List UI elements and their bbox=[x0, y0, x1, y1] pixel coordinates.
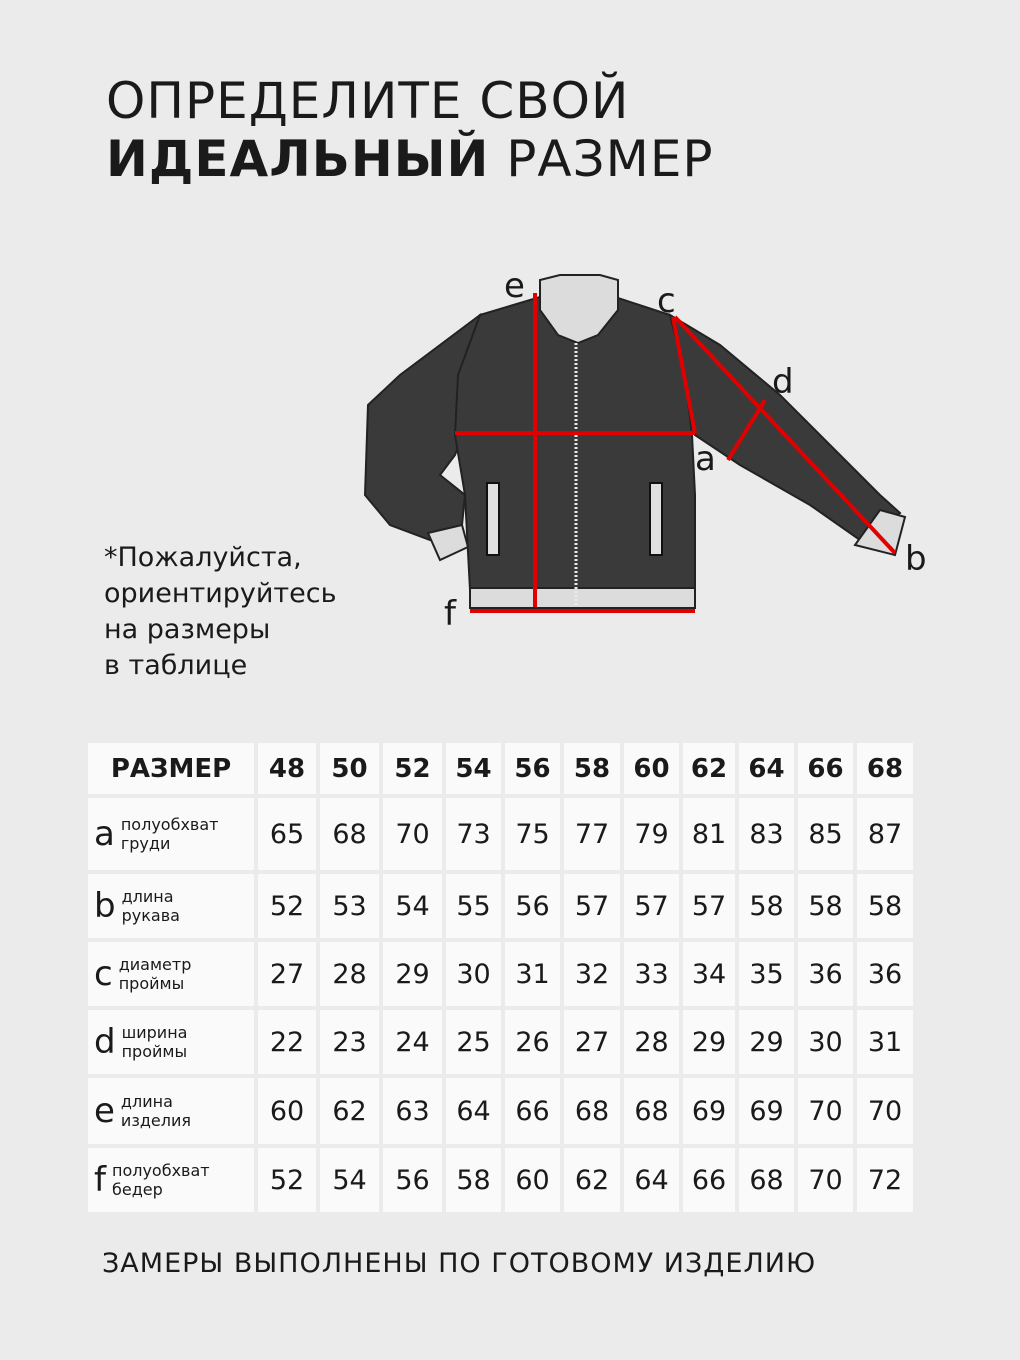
row-desc-line: проймы bbox=[118, 974, 185, 993]
size-cell: 56 bbox=[505, 743, 560, 794]
row-desc-line: полуобхват bbox=[120, 815, 219, 834]
value-cell: 85 bbox=[798, 798, 853, 870]
value-cell: 68 bbox=[564, 1078, 620, 1144]
value-cell: 58 bbox=[739, 874, 794, 938]
value-cell: 33 bbox=[624, 942, 679, 1006]
value-cell: 58 bbox=[798, 874, 853, 938]
note-line: ориентируйтесь bbox=[104, 578, 337, 609]
row-letter: b bbox=[94, 886, 116, 926]
title-rest: РАЗМЕР bbox=[489, 130, 714, 188]
value-cell: 31 bbox=[857, 1010, 913, 1074]
size-cell: 52 bbox=[383, 743, 442, 794]
note-line: на размеры bbox=[104, 614, 271, 645]
page-title bbox=[106, 72, 714, 188]
value-cell: 68 bbox=[320, 798, 379, 870]
value-cell: 66 bbox=[683, 1148, 735, 1212]
value-cell: 29 bbox=[383, 942, 442, 1006]
size-cell: 64 bbox=[739, 743, 794, 794]
value-cell: 68 bbox=[739, 1148, 794, 1212]
table-row bbox=[88, 1078, 916, 1144]
table-row bbox=[88, 874, 916, 938]
value-cell: 70 bbox=[798, 1148, 853, 1212]
size-cell: 54 bbox=[446, 743, 501, 794]
value-cell: 52 bbox=[258, 1148, 316, 1212]
value-cell: 36 bbox=[857, 942, 913, 1006]
value-cell: 54 bbox=[320, 1148, 379, 1212]
value-cell: 27 bbox=[258, 942, 316, 1006]
value-cell: 28 bbox=[320, 942, 379, 1006]
value-cell: 79 bbox=[624, 798, 679, 870]
value-cell: 70 bbox=[857, 1078, 913, 1144]
value-cell: 58 bbox=[857, 874, 913, 938]
row-description bbox=[119, 955, 192, 993]
size-cell: 62 bbox=[683, 743, 735, 794]
row-description bbox=[122, 887, 180, 925]
value-cell: 31 bbox=[505, 942, 560, 1006]
row-desc-line: груди bbox=[120, 834, 171, 853]
row-desc-line: рукава bbox=[121, 906, 180, 925]
table-row bbox=[88, 1010, 916, 1074]
value-cell: 77 bbox=[564, 798, 620, 870]
size-cell: 68 bbox=[857, 743, 913, 794]
row-description bbox=[122, 1023, 188, 1061]
row-letter: f bbox=[94, 1160, 106, 1200]
row-letter: d bbox=[94, 1022, 116, 1062]
value-cell: 62 bbox=[564, 1148, 620, 1212]
row-letter: e bbox=[94, 1091, 115, 1131]
size-cell: 50 bbox=[320, 743, 379, 794]
right-pocket bbox=[650, 483, 662, 555]
value-cell: 69 bbox=[683, 1078, 735, 1144]
size-table bbox=[88, 743, 916, 1216]
value-cell: 73 bbox=[446, 798, 501, 870]
value-cell: 65 bbox=[258, 798, 316, 870]
row-label bbox=[88, 942, 254, 1006]
row-label bbox=[88, 1078, 254, 1144]
value-cell: 57 bbox=[624, 874, 679, 938]
row-description bbox=[121, 815, 219, 853]
value-cell: 29 bbox=[739, 1010, 794, 1074]
value-cell: 57 bbox=[564, 874, 620, 938]
value-cell: 34 bbox=[683, 942, 735, 1006]
row-label bbox=[88, 874, 254, 938]
value-cell: 72 bbox=[857, 1148, 913, 1212]
value-cell: 32 bbox=[564, 942, 620, 1006]
value-cell: 57 bbox=[683, 874, 735, 938]
label-f: f bbox=[444, 594, 456, 634]
row-desc-line: диаметр bbox=[118, 955, 192, 974]
value-cell: 30 bbox=[446, 942, 501, 1006]
row-description bbox=[112, 1161, 210, 1199]
left-pocket bbox=[487, 483, 499, 555]
label-d: d bbox=[772, 362, 794, 402]
value-cell: 70 bbox=[383, 798, 442, 870]
row-desc-line: бедер bbox=[111, 1180, 163, 1199]
label-b: b bbox=[905, 539, 927, 579]
label-c: c bbox=[657, 281, 676, 321]
size-cell: 60 bbox=[624, 743, 679, 794]
value-cell: 70 bbox=[798, 1078, 853, 1144]
value-cell: 60 bbox=[505, 1148, 560, 1212]
footer-note: ЗАМЕРЫ ВЫПОЛНЕНЫ ПО ГОТОВОМУ ИЗДЕЛИЮ bbox=[102, 1248, 817, 1279]
size-note bbox=[104, 540, 337, 684]
value-cell: 29 bbox=[683, 1010, 735, 1074]
row-desc-line: длина bbox=[120, 1092, 173, 1111]
value-cell: 69 bbox=[739, 1078, 794, 1144]
value-cell: 87 bbox=[857, 798, 913, 870]
value-cell: 63 bbox=[383, 1078, 442, 1144]
value-cell: 81 bbox=[683, 798, 735, 870]
value-cell: 62 bbox=[320, 1078, 379, 1144]
value-cell: 35 bbox=[739, 942, 794, 1006]
row-desc-line: длина bbox=[121, 887, 174, 906]
label-e: e bbox=[504, 266, 525, 306]
value-cell: 23 bbox=[320, 1010, 379, 1074]
row-label bbox=[88, 1148, 254, 1212]
table-row bbox=[88, 798, 916, 870]
value-cell: 60 bbox=[258, 1078, 316, 1144]
value-cell: 56 bbox=[505, 874, 560, 938]
value-cell: 53 bbox=[320, 874, 379, 938]
value-cell: 36 bbox=[798, 942, 853, 1006]
value-cell: 83 bbox=[739, 798, 794, 870]
value-cell: 24 bbox=[383, 1010, 442, 1074]
value-cell: 30 bbox=[798, 1010, 853, 1074]
row-desc-line: проймы bbox=[121, 1042, 188, 1061]
label-a: a bbox=[695, 439, 716, 479]
value-cell: 54 bbox=[383, 874, 442, 938]
value-cell: 68 bbox=[624, 1078, 679, 1144]
note-line: *Пожалуйста, bbox=[104, 542, 302, 573]
size-cell: 58 bbox=[564, 743, 620, 794]
row-label bbox=[88, 798, 254, 870]
size-cell: 48 bbox=[258, 743, 316, 794]
header-label: РАЗМЕР bbox=[88, 743, 254, 794]
table-row bbox=[88, 1148, 916, 1212]
row-letter: c bbox=[94, 954, 113, 994]
row-desc-line: изделия bbox=[120, 1111, 191, 1130]
value-cell: 28 bbox=[624, 1010, 679, 1074]
value-cell: 64 bbox=[446, 1078, 501, 1144]
title-bold: ИДЕАЛЬНЫЙ bbox=[106, 130, 490, 188]
title-line-2 bbox=[106, 130, 714, 188]
row-letter: a bbox=[94, 814, 115, 854]
value-cell: 27 bbox=[564, 1010, 620, 1074]
jacket-diagram bbox=[340, 255, 940, 635]
title-line-1: ОПРЕДЕЛИТЕ СВОЙ bbox=[106, 72, 630, 130]
size-cell: 66 bbox=[798, 743, 853, 794]
value-cell: 75 bbox=[505, 798, 560, 870]
row-desc-line: полуобхват bbox=[111, 1161, 210, 1180]
row-desc-line: ширина bbox=[121, 1023, 188, 1042]
value-cell: 25 bbox=[446, 1010, 501, 1074]
value-cell: 26 bbox=[505, 1010, 560, 1074]
value-cell: 55 bbox=[446, 874, 501, 938]
value-cell: 56 bbox=[383, 1148, 442, 1212]
value-cell: 22 bbox=[258, 1010, 316, 1074]
value-cell: 66 bbox=[505, 1078, 560, 1144]
table-row bbox=[88, 942, 916, 1006]
note-line: в таблице bbox=[104, 650, 248, 681]
value-cell: 64 bbox=[624, 1148, 679, 1212]
table-header-row bbox=[88, 743, 916, 794]
row-label bbox=[88, 1010, 254, 1074]
value-cell: 52 bbox=[258, 874, 316, 938]
value-cell: 58 bbox=[446, 1148, 501, 1212]
row-description bbox=[121, 1092, 191, 1130]
waistband bbox=[470, 588, 695, 608]
